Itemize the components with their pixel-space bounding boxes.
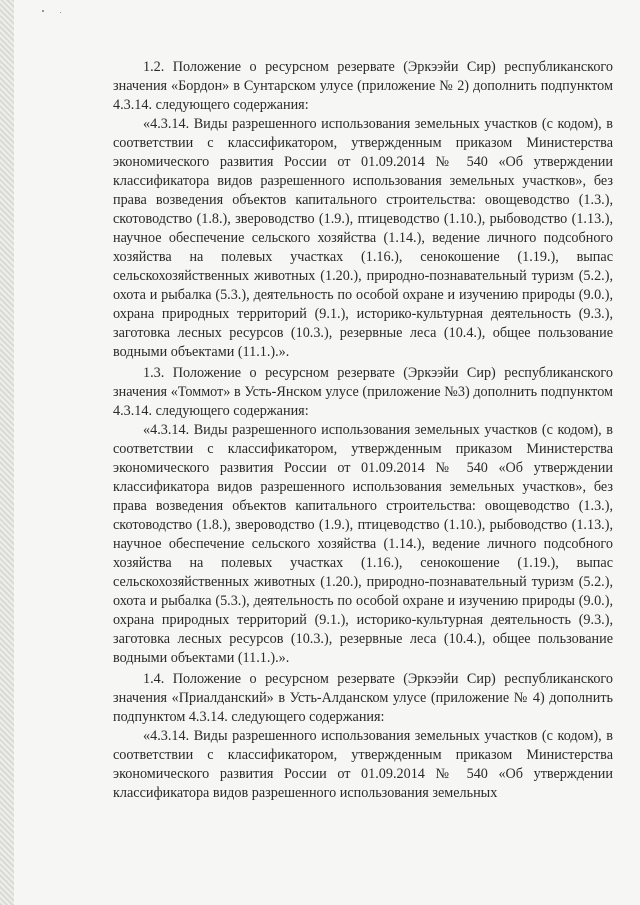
- scan-speck: [60, 12, 61, 13]
- document-page: [113, 58, 613, 803]
- section-body: «4.3.14. Виды разрешенного использования земельных участков (с кодом), в соответствии с классификатором, утвержденным приказом Министерства экономического развития России от 01.09.2014 № 540 «Об утверждении классификатора видов разрешенного использования земельных участков», без права возведения объектов капитального строительства: овощеводство (1.3.), скотоводство (1.8.), звероводство (1.9.), птицеводство (1.10.), рыбоводство (1.13.), научное обеспечение сельского хозяйства (1.14.), ведение личного подсобного хозяйства на полевых участках (1.16.), сенокошение (1.19.), выпас сельскохозяйственных животных (1.20.), природно-познавательный туризм (5.2.), охота и рыбалка (5.3.), деятельность по особой охране и изучению природы (9.0.), охрана природных территорий (9.1.), историко-культурная деятельность (9.3.), заготовка лесных ресурсов (10.3.), резервные леса (10.4.), общее пользование водными объектами (11.1.).».: [113, 422, 613, 666]
- scan-edge: [0, 0, 14, 905]
- scan-speck: [42, 10, 44, 12]
- section-heading: 1.3. Положение о ресурсном резервате (Эркээйи Сир) республиканского значения «Томмот» в Усть-Янском улусе (приложение №3) дополнить подпунктом 4.3.14. следующего содержания:: [113, 365, 613, 419]
- section-heading: 1.4. Положение о ресурсном резервате (Эркээйи Сир) республиканского значения «Приалданский» в Усть-Алданском улусе (приложение № 4) дополнить подпунктом 4.3.14. следующего содержания:: [113, 671, 613, 725]
- section-body: «4.3.14. Виды разрешенного использования земельных участков (с кодом), в соответствии с классификатором, утвержденным приказом Министерства экономического развития России от 01.09.2014 № 540 «Об утверждении классификатора видов разрешенного использования земельных: [113, 728, 613, 801]
- section-body: «4.3.14. Виды разрешенного использования земельных участков (с кодом), в соответствии с классификатором, утвержденным приказом Министерства экономического развития России от 01.09.2014 № 540 «Об утверждении классификатора видов разрешенного использования земельных участков», без права возведения объектов капитального строительства: овощеводство (1.3.), скотоводство (1.8.), звероводство (1.9.), птицеводство (1.10.), рыбоводство (1.13.), научное обеспечение сельского хозяйства (1.14.), ведение личного подсобного хозяйства на полевых участках (1.16.), сенокошение (1.19.), выпас сельскохозяйственных животных (1.20.), природно-познавательный туризм (5.2.), охота и рыбалка (5.3.), деятельность по особой охране и изучению природы (9.0.), охрана природных территорий (9.1.), историко-культурная деятельность (9.3.), заготовка лесных ресурсов (10.3.), резервные леса (10.4.), общее пользование водными объектами (11.1.).».: [113, 116, 613, 360]
- section-heading: 1.2. Положение о ресурсном резервате (Эркээйи Сир) республиканского значения «Бордон» в Сунтарском улусе (приложение № 2) дополнить подпунктом 4.3.14. следующего содержания:: [113, 59, 613, 113]
